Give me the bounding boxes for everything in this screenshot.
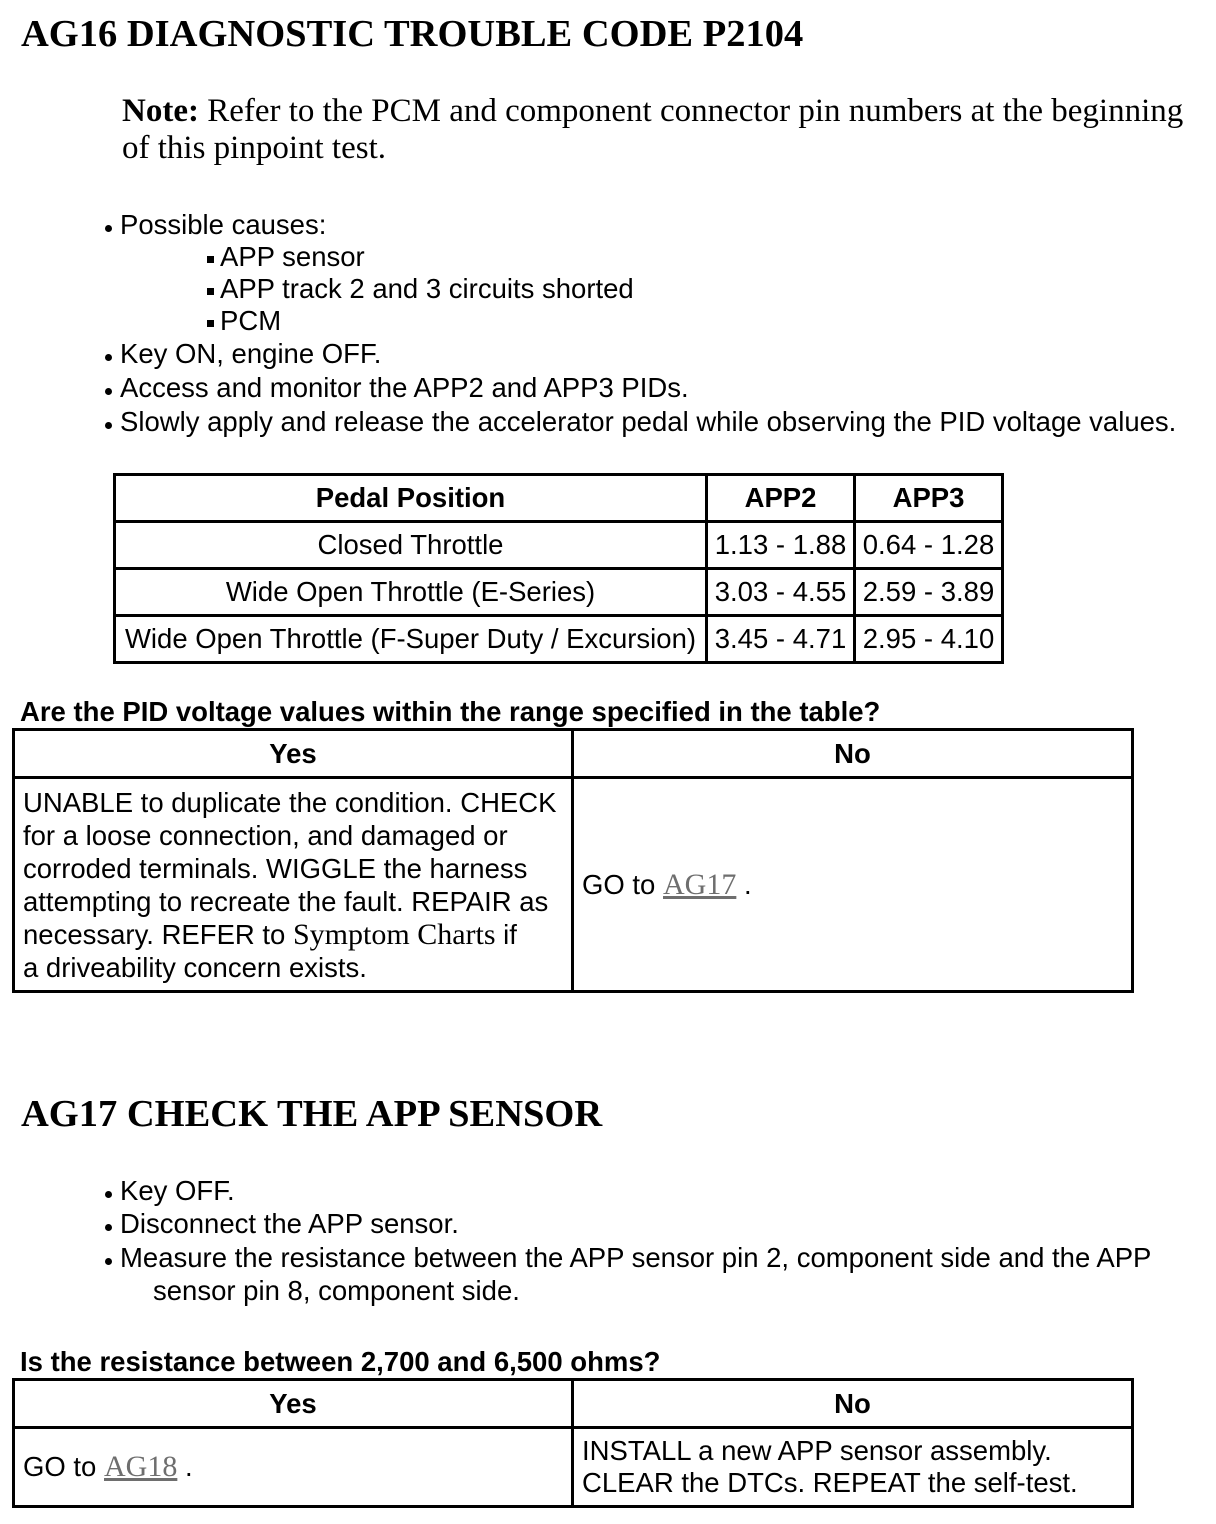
bullet-icon [105, 354, 112, 361]
pedal-position-cell: Wide Open Throttle (F-Super Duty / Excursion) [115, 616, 707, 663]
bullet-icon [105, 1258, 112, 1265]
yes-no-header-row [14, 1380, 1133, 1428]
step-item [0, 337, 1216, 371]
no-line: CLEAR the DTCs. REPEAT the self-test. [582, 1467, 1078, 1498]
yes-action-cell [14, 1428, 573, 1507]
yes-header: Yes [14, 730, 573, 778]
app2-cell: 3.03 - 4.55 [707, 569, 855, 616]
step-text: Access and monitor the APP2 and APP3 PIDs. [120, 372, 689, 403]
yes-line [23, 918, 571, 951]
period-text: . [177, 1451, 193, 1482]
ag17-title: AG17 CHECK THE APP SENSOR [21, 1093, 603, 1135]
step-item-continuation [0, 1275, 1216, 1307]
note-line-1 [122, 93, 1183, 130]
pedal-position-cell: Wide Open Throttle (E-Series) [115, 569, 707, 616]
cause-item [0, 273, 1216, 305]
ag16-yes-no-table [12, 728, 1134, 993]
step-text: Measure the resistance between the APP sensor pin 2, component side and the APP [120, 1242, 1152, 1273]
go-to-text: GO to [582, 868, 663, 900]
yes-line: for a loose connection, and damaged or [23, 820, 508, 851]
yes-header: Yes [14, 1380, 573, 1428]
bullet-icon [105, 1191, 112, 1198]
table-row [115, 569, 1003, 616]
pedal-position-cell: Closed Throttle [115, 522, 707, 569]
yes-line: corroded terminals. WIGGLE the harness [23, 853, 528, 884]
go-to-text: GO to [23, 1451, 104, 1482]
header-app2: APP2 [707, 475, 855, 522]
square-bullet-icon [207, 320, 214, 327]
note-text-1: Refer to the PCM and component connector pin numbers at the beginning [207, 93, 1184, 129]
yes-line: a driveability concern exists. [23, 952, 367, 983]
cause-text: APP track 2 and 3 circuits shorted [220, 273, 634, 304]
ag16-title: AG16 DIAGNOSTIC TROUBLE CODE P2104 [21, 13, 804, 55]
step-text: Key ON, engine OFF. [120, 338, 382, 369]
step-item [0, 1175, 1216, 1207]
bullet-icon [105, 422, 112, 429]
bullet-icon [105, 225, 112, 232]
cause-text: PCM [220, 305, 282, 336]
yes-no-body-row [14, 1428, 1133, 1507]
step-item [0, 1207, 1216, 1241]
header-app3: APP3 [855, 475, 1003, 522]
step-item [0, 1241, 1216, 1275]
yes-line-text: necessary. REFER to [23, 919, 293, 950]
pid-voltage-table [113, 473, 1004, 664]
ag16-step-list [0, 209, 1216, 439]
symptom-charts-link[interactable]: Symptom Charts [293, 918, 496, 951]
square-bullet-icon [207, 288, 214, 295]
ag17-question: Is the resistance between 2,700 and 6,500 ohms? [20, 1346, 661, 1377]
period-text: . [736, 868, 752, 900]
no-action-cell [573, 1428, 1133, 1507]
step-text: Key OFF. [120, 1175, 235, 1206]
ag18-link[interactable]: AG18 [104, 1450, 178, 1483]
yes-no-body-row [14, 778, 1133, 992]
possible-causes-label: Possible causes: [120, 209, 327, 240]
step-text: Disconnect the APP sensor. [120, 1208, 459, 1239]
step-item [0, 405, 1216, 439]
table-row [115, 522, 1003, 569]
cause-item [0, 241, 1216, 273]
square-bullet-icon [207, 256, 214, 263]
note-line-2: of this pinpoint test. [122, 130, 386, 166]
no-header: No [573, 730, 1133, 778]
ag17-step-list [0, 1175, 1216, 1307]
app2-cell: 1.13 - 1.88 [707, 522, 855, 569]
step-text: sensor pin 8, component side. [153, 1275, 520, 1306]
yes-no-header-row [14, 730, 1133, 778]
cause-text: APP sensor [220, 241, 365, 272]
note-paragraph [122, 93, 1183, 167]
table-row [115, 616, 1003, 663]
app3-cell: 2.95 - 4.10 [855, 616, 1003, 663]
yes-line: attempting to recreate the fault. REPAIR as [23, 886, 549, 917]
yes-action-cell [14, 778, 573, 992]
header-pedal-position: Pedal Position [115, 475, 707, 522]
app3-cell: 0.64 - 1.28 [855, 522, 1003, 569]
ag16-question: Are the PID voltage values within the range specified in the table? [20, 696, 881, 727]
bullet-icon [105, 388, 112, 395]
app3-cell: 2.59 - 3.89 [855, 569, 1003, 616]
ag17-yes-no-table [12, 1378, 1134, 1508]
step-item [0, 371, 1216, 405]
no-line: INSTALL a new APP sensor assembly. [582, 1435, 1052, 1466]
cause-item [0, 305, 1216, 337]
ag17-link[interactable]: AG17 [663, 867, 737, 901]
no-action-cell [573, 778, 1133, 992]
yes-line: UNABLE to duplicate the condition. CHECK [23, 787, 557, 818]
table-header-row [115, 475, 1003, 522]
bullet-icon [105, 1224, 112, 1231]
no-header: No [573, 1380, 1133, 1428]
step-text: Slowly apply and release the accelerator pedal while observing the PID voltage values. [120, 406, 1177, 437]
note-label: Note: [122, 93, 199, 129]
app2-cell: 3.45 - 4.71 [707, 616, 855, 663]
yes-line-text: if [495, 919, 517, 950]
list-item-possible-causes [0, 209, 1216, 241]
